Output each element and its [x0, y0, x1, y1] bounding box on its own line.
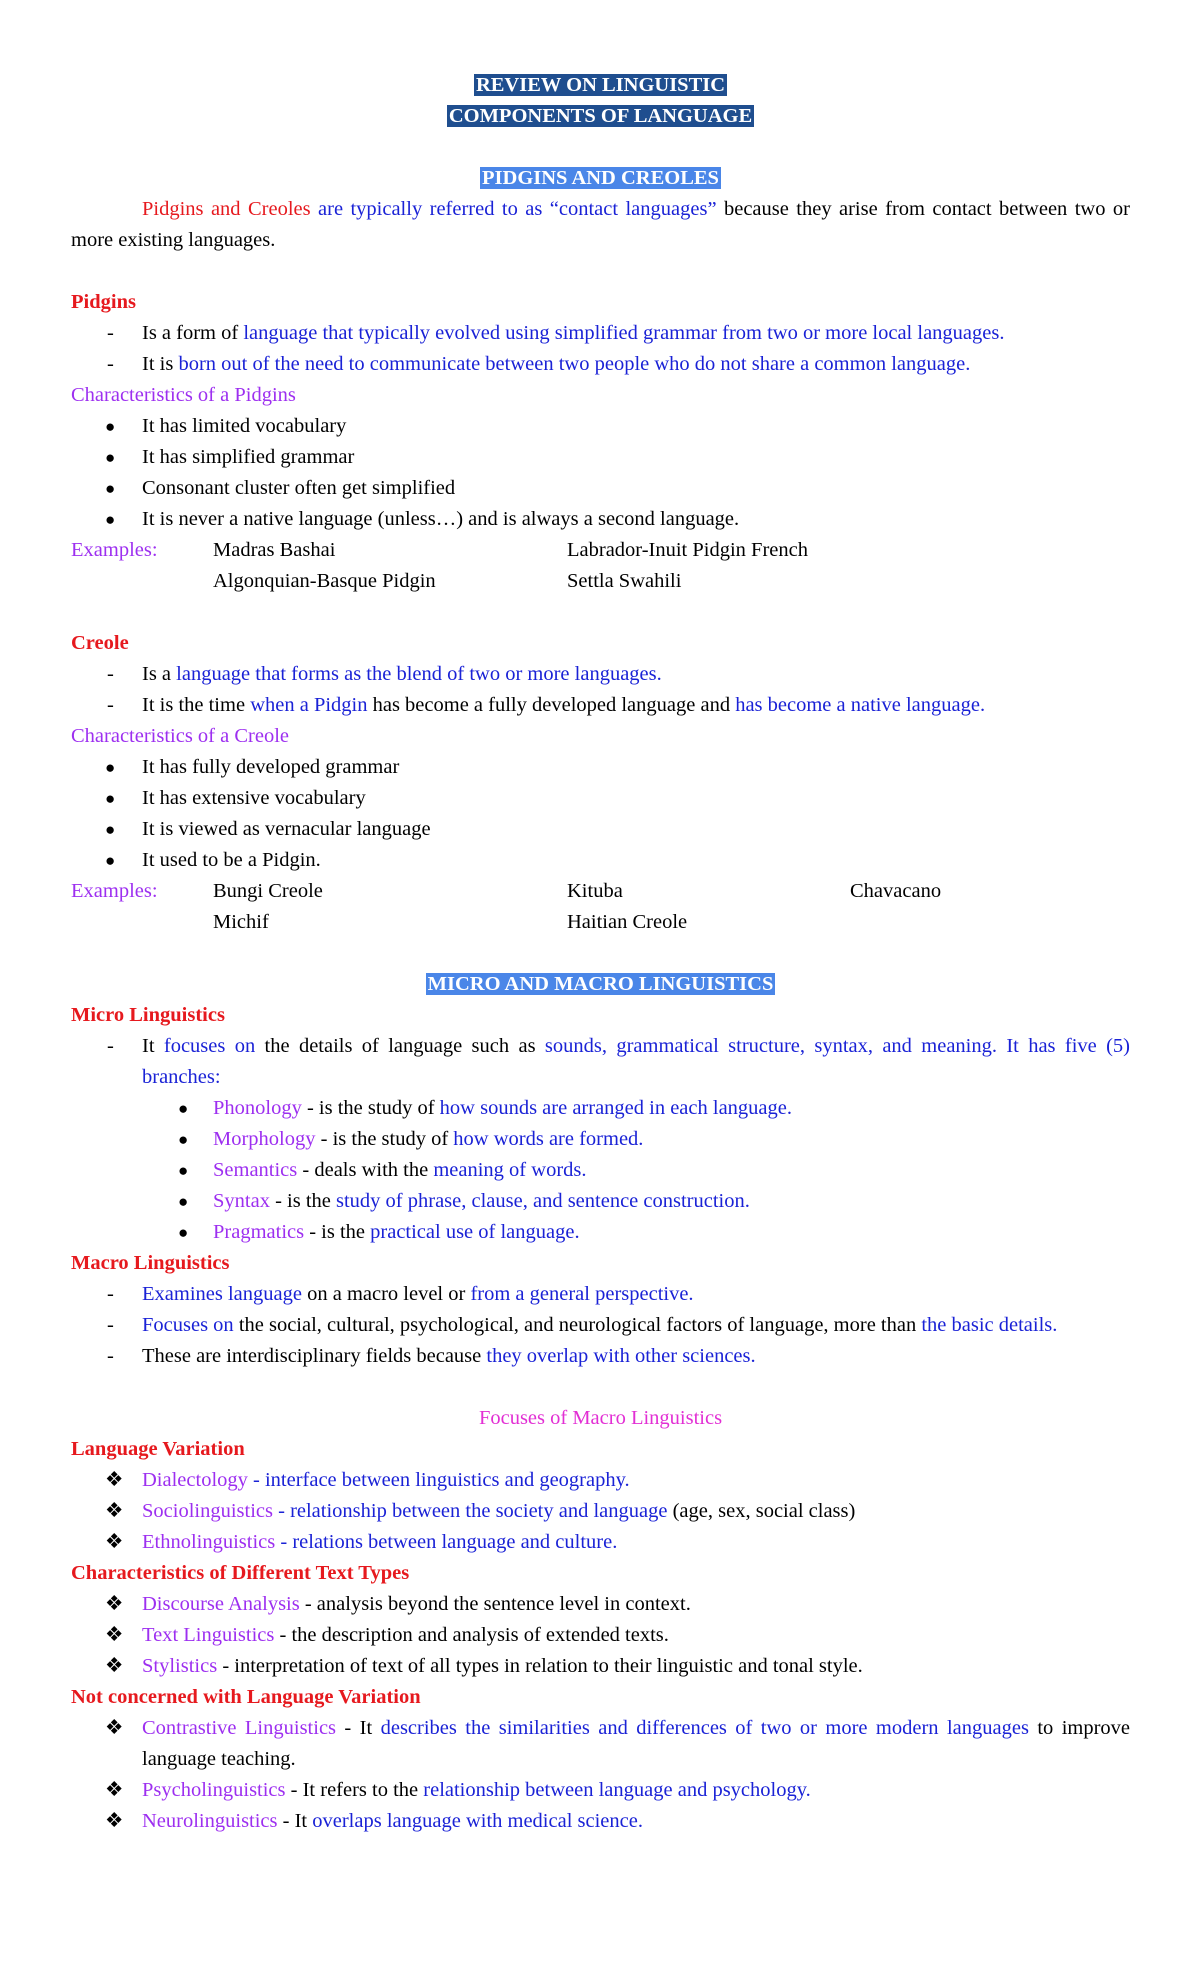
creole-characteristics-heading: Characteristics of a Creole	[71, 725, 290, 747]
list-item: ● Syntax - is the study of phrase, clause, and sentence construction.	[178, 1190, 750, 1212]
list-item: ● It is never a native language (unless…) and is always a second language.	[105, 508, 740, 530]
example-item: Michif	[213, 911, 269, 933]
list-item: - It is the time when a Pidgin has become a fully developed language and has become a native language.	[107, 694, 986, 716]
not-concerned-heading: Not concerned with Language Variation	[71, 1686, 421, 1708]
list-item: - Examines language on a macro level or from a general perspective.	[107, 1283, 694, 1305]
pidgins-characteristics-heading: Characteristics of a Pidgins	[71, 384, 296, 406]
list-item: - It focuses on the details of language such as sounds, grammatical structure, syntax, and meaning. It has five (5) branches:	[107, 1035, 1130, 1088]
creole-examples-row-1	[71, 876, 1130, 907]
pidgins-examples-row-1	[71, 535, 1130, 566]
list-item: ● Morphology - is the study of how words are formed.	[178, 1128, 644, 1150]
list-item: ● It has limited vocabulary	[105, 415, 347, 437]
list-item: ● It has fully developed grammar	[105, 756, 400, 778]
list-item: ❖ Contrastive Linguistics - It describes the similarities and differences of two or more modern languages to improve language teaching.	[105, 1717, 1131, 1770]
example-item: Settla Swahili	[567, 570, 682, 592]
list-item: ● Semantics - deals with the meaning of words.	[178, 1159, 587, 1181]
example-item: Labrador-Inuit Pidgin French	[567, 539, 808, 561]
list-item: ● Phonology - is the study of how sounds are arranged in each language.	[178, 1097, 792, 1119]
creole-examples-row-2	[71, 907, 1130, 938]
list-item: - Focuses on the social, cultural, psychological, and neurological factors of language, more than the basic details.	[107, 1314, 1058, 1336]
example-item: Haitian Creole	[567, 911, 688, 933]
title-line-1: REVIEW ON LINGUISTIC	[475, 74, 726, 96]
list-item: ❖ Sociolinguistics - relationship between the society and language (age, sex, social class)	[105, 1500, 856, 1522]
list-item: - Is a language that forms as the blend of two or more languages.	[107, 663, 662, 685]
list-item: ❖ Text Linguistics - the description and analysis of extended texts.	[105, 1624, 669, 1646]
focuses-heading: Focuses of Macro Linguistics	[478, 1407, 723, 1429]
list-item: ❖ Dialectology - interface between linguistics and geography.	[105, 1469, 630, 1491]
intro-paragraph: Pidgins and Creoles are typically referred to as “contact languages” because they arise from contact between two or more existing languages.	[71, 198, 1130, 251]
text-types-heading: Characteristics of Different Text Types	[71, 1562, 410, 1584]
list-item: ❖ Stylistics - interpretation of text of all types in relation to their linguistic and tonal style.	[105, 1655, 863, 1677]
creole-heading: Creole	[71, 632, 129, 654]
variation-heading: Language Variation	[71, 1438, 245, 1460]
list-item: ● It has simplified grammar	[105, 446, 355, 468]
examples-label: Examples:	[71, 880, 158, 902]
list-item: - Is a form of language that typically evolved using simplified grammar from two or more local languages.	[107, 322, 1005, 344]
section-heading-micro-macro: MICRO AND MACRO LINGUISTICS	[427, 973, 774, 995]
example-item: Madras Bashai	[213, 539, 336, 561]
example-item: Bungi Creole	[213, 880, 323, 902]
example-item: Chavacano	[850, 880, 942, 902]
list-item: ❖ Ethnolinguistics - relations between language and culture.	[105, 1531, 618, 1553]
list-item: ❖ Neurolinguistics - It overlaps language with medical science.	[105, 1810, 643, 1832]
example-item: Kituba	[567, 880, 623, 902]
section-heading-pidgins-creoles: PIDGINS AND CREOLES	[482, 167, 719, 189]
document-title	[71, 70, 1130, 132]
list-item: ● Pragmatics - is the practical use of language.	[178, 1221, 580, 1243]
list-item: ❖ Psycholinguistics - It refers to the relationship between language and psychology.	[105, 1779, 811, 1801]
title-line-2: COMPONENTS OF LANGUAGE	[448, 105, 753, 127]
list-item: ● Consonant cluster often get simplified	[105, 477, 456, 499]
list-item: ● It used to be a Pidgin.	[105, 849, 321, 871]
list-item: ● It has extensive vocabulary	[105, 787, 366, 809]
list-item: ● It is viewed as vernacular language	[105, 818, 431, 840]
pidgins-examples-row-2	[71, 566, 1130, 597]
pidgins-heading: Pidgins	[71, 291, 136, 313]
micro-heading: Micro Linguistics	[71, 1004, 225, 1026]
macro-heading: Macro Linguistics	[71, 1252, 230, 1274]
list-item: - These are interdisciplinary fields because they overlap with other sciences.	[107, 1345, 756, 1367]
examples-label: Examples:	[71, 539, 158, 561]
list-item: ❖ Discourse Analysis - analysis beyond the sentence level in context.	[105, 1593, 691, 1615]
example-item: Algonquian-Basque Pidgin	[213, 570, 436, 592]
list-item: - It is born out of the need to communicate between two people who do not share a common language.	[107, 353, 971, 375]
